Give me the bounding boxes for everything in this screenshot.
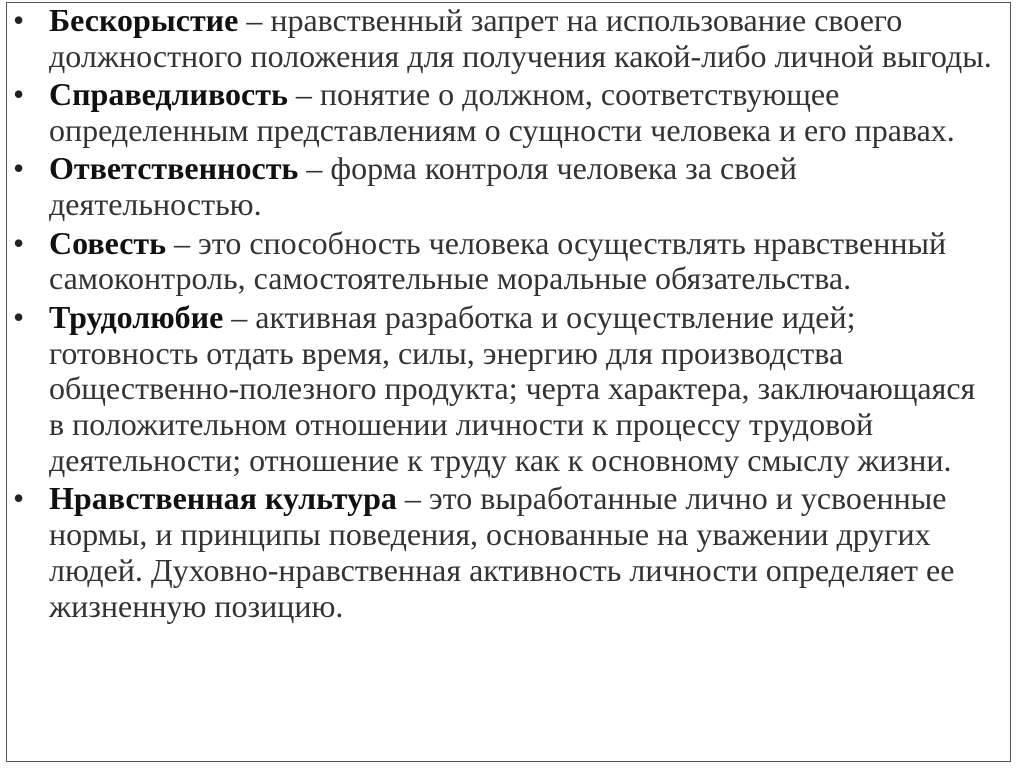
bullet: •	[13, 76, 25, 113]
list-item-sovest	[6, 226, 1006, 298]
term-label: Совесть	[49, 224, 167, 261]
list-item-spravedlivost	[6, 77, 1006, 149]
list-item-nravstvennaya-kultura	[6, 481, 1006, 624]
term-label: Трудолюбие	[49, 298, 224, 335]
term-definition: – понятие о должном, соответствующее определенным представлениям о сущности человека и его правах.	[49, 76, 955, 148]
term-definition: – это способность человека осуществлять нравственный самоконтроль, самостоятельные моральные обязательства.	[49, 224, 947, 297]
bullet: •	[13, 480, 25, 517]
term-definition: – это выработанные лично и усвоенные нормы, и принципы поведения, основанные на уважении других людей. Духовно-нравственная активность личности определяет ее жизненную позицию.	[49, 480, 955, 624]
term-label: Ответственность	[49, 150, 299, 187]
term-label: Справедливость	[49, 76, 288, 113]
term-label: Нравственная культура	[49, 480, 397, 517]
list-item-beskorystie	[6, 3, 1006, 75]
bullet: •	[13, 2, 25, 38]
bullet: •	[13, 224, 25, 261]
term-label: Бескорыстие	[49, 2, 239, 38]
term-definition: – форма контроля человека за своей деятельностью.	[49, 150, 797, 223]
slide-content	[6, 2, 1006, 762]
list-item-trudolyubie	[6, 300, 1006, 479]
bullet: •	[13, 150, 25, 187]
bullet: •	[13, 298, 25, 335]
list-item-otvetstvennost	[6, 151, 1006, 223]
term-definition: – нравственный запрет на использование своего должностного положения для получения какой-либо личной выгоды.	[49, 2, 992, 74]
term-list	[6, 3, 1006, 625]
term-definition: – активная разработка и осуществление идей; готовность отдать время, силы, энергию для производства общественно-полезного продукта; черта характера, заключающаяся в положительном отношении личности к процессу трудовой деятельности; отношение к труду как к основному смыслу жизни.	[49, 298, 976, 478]
